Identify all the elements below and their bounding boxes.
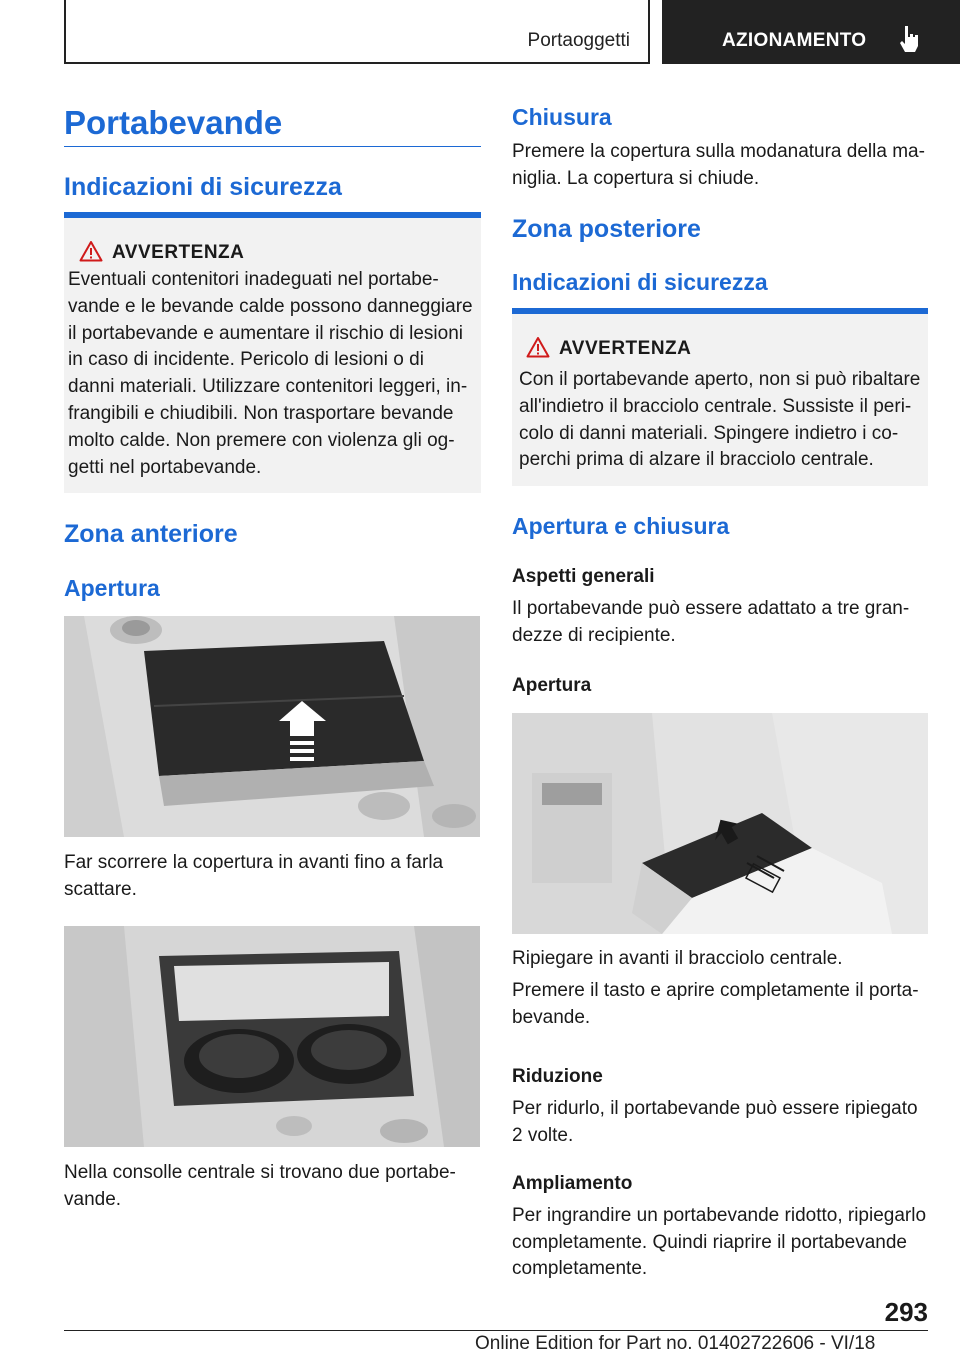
- opening-heading-left: Apertura: [64, 575, 160, 601]
- warning-triangle-icon: [526, 336, 550, 358]
- general-line: Il portabevande può essere adattato a tre gran-: [512, 598, 910, 619]
- footer-rule: [64, 1330, 928, 1331]
- open-close-heading: Apertura e chiusura: [512, 513, 730, 539]
- warning-label: AVVERTENZA: [112, 242, 245, 263]
- warning-line: vande e le bevande calde possono danneggiare: [68, 295, 473, 317]
- general-line: dezze di recipiente.: [512, 624, 676, 646]
- reduction-heading: Riduzione: [512, 1066, 603, 1087]
- step2-line: bevande.: [512, 1006, 591, 1028]
- page-title: Portabevande: [64, 104, 283, 141]
- warning-box-right: [512, 314, 928, 486]
- cover-slide-illustration: [64, 616, 480, 837]
- figure-rear-armrest: [512, 713, 928, 934]
- figure-cover-slide: [64, 616, 480, 837]
- warning-text-right: [519, 367, 927, 474]
- pointing-hand-icon: [896, 24, 922, 54]
- caption-line: scattare.: [64, 878, 137, 900]
- reduction-line: Per ridurlo, il portabevande può essere ripiegato: [512, 1098, 918, 1119]
- closing-heading: Chiusura: [512, 104, 612, 130]
- closing-line: niglia. La copertura si chiude.: [512, 167, 760, 189]
- header-chapter-tab: [662, 0, 960, 64]
- reduction-text: [512, 1096, 928, 1149]
- figure-front-cupholders: [64, 926, 480, 1147]
- page-number: 293: [884, 1297, 928, 1327]
- expansion-heading: Ampliamento: [512, 1173, 633, 1194]
- header-section-tab: [64, 0, 650, 64]
- front-cupholders-illustration: [64, 926, 480, 1147]
- general-heading: Aspetti generali: [512, 566, 655, 587]
- title-rule: [64, 146, 481, 147]
- warning-line: getti nel portabevande.: [68, 456, 262, 478]
- general-text: [512, 596, 928, 649]
- warning-line: Con il portabevande aperto, non si può ribaltare: [519, 369, 921, 390]
- warning-line: perchi prima di alzare il bracciolo centrale.: [519, 449, 874, 471]
- caption-line: Far scorrere la copertura in avanti fino a farla: [64, 852, 444, 873]
- warning-line: Eventuali contenitori inadeguati nel portabe-: [68, 269, 439, 290]
- step2-text: [512, 978, 928, 1031]
- step1-text: Ripiegare in avanti il bracciolo centrale.: [512, 948, 843, 969]
- expansion-text: [512, 1203, 928, 1283]
- warning-triangle-icon: [79, 240, 103, 262]
- rear-armrest-illustration: [512, 713, 928, 934]
- caption-line: Nella consolle centrale si trovano due portabe-: [64, 1162, 456, 1183]
- caption-line: vande.: [64, 1188, 122, 1210]
- chapter-title: AZIONAMENTO: [722, 30, 867, 51]
- expansion-line: Per ingrandire un portabevande ridotto, ripiegarlo: [512, 1205, 927, 1226]
- warning-line: molto calde. Non premere con violenza gli og-: [68, 429, 455, 451]
- expansion-line: completamente. Quindi riaprire il portabevande: [512, 1231, 907, 1253]
- rear-zone-heading: Zona posteriore: [512, 215, 701, 243]
- step2-line: Premere il tasto e aprire completamente il porta-: [512, 980, 919, 1001]
- warning-line: il portabevande e aumentare il rischio di lesioni: [68, 322, 464, 344]
- warning-label: AVVERTENZA: [559, 338, 692, 359]
- front-zone-heading: Zona anteriore: [64, 520, 238, 548]
- closing-line: Premere la copertura sulla modanatura della ma-: [512, 141, 925, 162]
- caption-cover-slide: [64, 850, 481, 903]
- expansion-line: completamente.: [512, 1258, 648, 1279]
- reduction-line: 2 volte.: [512, 1124, 574, 1146]
- warning-line: all'indietro il bracciolo centrale. Sussiste il peri-: [519, 395, 912, 417]
- warning-line: frangibili e chiudibili. Non trasportare bevande: [68, 402, 454, 424]
- edition-note: Online Edition for Part no. 01402722606 - VI/18: [475, 1333, 876, 1354]
- section-title: Portaoggetti: [527, 30, 630, 51]
- opening-heading-right: Apertura: [512, 675, 592, 696]
- caption-front-cupholders: [64, 1160, 481, 1213]
- warning-line: colo di danni materiali. Spingere indietro i co-: [519, 422, 899, 444]
- warning-line: danni materiali. Utilizzare contenitori leggeri, in-: [68, 376, 468, 398]
- warning-text-left: [68, 267, 480, 481]
- closing-text: [512, 139, 928, 192]
- warning-box-left: [64, 218, 481, 493]
- safety-heading-right: Indicazioni di sicurezza: [512, 269, 768, 295]
- safety-heading-left: Indicazioni di sicurezza: [64, 173, 342, 201]
- warning-line: in caso di incidente. Pericolo di lesioni o di: [68, 349, 424, 371]
